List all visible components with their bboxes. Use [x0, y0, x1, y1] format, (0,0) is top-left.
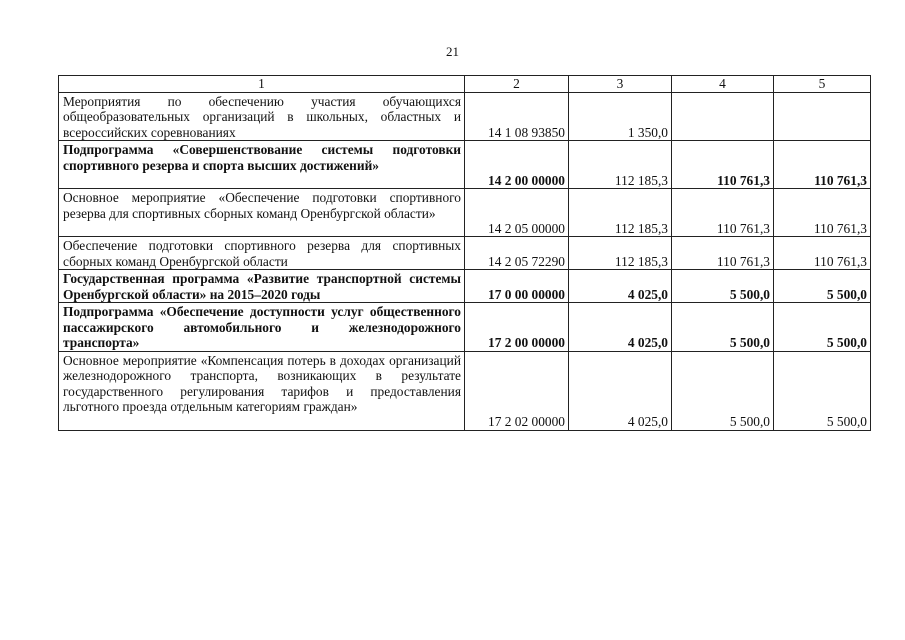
row-name: Подпрограмма «Совершенствование системы подготовки спортивного резерва и спорта высших достижений»	[59, 141, 465, 189]
row-name: Мероприятия по обеспечению участия обучающихся общеобразовательных организаций в школьных, областных и всероссийских соревнованиях	[59, 92, 465, 141]
row-code: 17 2 02 00000	[465, 351, 569, 430]
row-code: 14 2 05 00000	[465, 189, 569, 237]
row-value-col5: 5 500,0	[774, 303, 871, 352]
row-value-col3: 4 025,0	[569, 303, 672, 352]
table-row	[59, 189, 871, 237]
row-value-col5	[774, 92, 871, 141]
row-code: 17 2 00 00000	[465, 303, 569, 352]
row-value-col3: 112 185,3	[569, 141, 672, 189]
row-value-col5: 110 761,3	[774, 189, 871, 237]
row-value-col5: 110 761,3	[774, 141, 871, 189]
row-value-col3: 112 185,3	[569, 189, 672, 237]
table-row	[59, 141, 871, 189]
row-value-col5: 5 500,0	[774, 351, 871, 430]
row-value-col3: 4 025,0	[569, 270, 672, 303]
row-value-col4: 5 500,0	[672, 303, 774, 352]
row-value-col5: 5 500,0	[774, 270, 871, 303]
table-row	[59, 351, 871, 430]
row-name: Основное мероприятие «Компенсация потерь в доходах организаций железнодорожного транспорта, возникающих в результате государственного регулирования тарифов и предоставления льготного проезда отдельным категориям граждан»	[59, 351, 465, 430]
row-name: Обеспечение подготовки спортивного резерва для спортивных сборных команд Оренбургской области	[59, 237, 465, 270]
row-code: 14 1 08 93850	[465, 92, 569, 141]
table-row	[59, 92, 871, 141]
row-value-col4: 110 761,3	[672, 189, 774, 237]
table-row	[59, 270, 871, 303]
row-value-col4	[672, 92, 774, 141]
column-header: 1	[59, 76, 465, 93]
row-value-col3: 4 025,0	[569, 351, 672, 430]
table-row	[59, 237, 871, 270]
column-header: 5	[774, 76, 871, 93]
row-code: 14 2 05 72290	[465, 237, 569, 270]
column-header: 3	[569, 76, 672, 93]
row-value-col4: 5 500,0	[672, 270, 774, 303]
row-value-col3: 1 350,0	[569, 92, 672, 141]
page-number: 21	[446, 44, 459, 59]
budget-table	[58, 75, 871, 431]
column-header: 4	[672, 76, 774, 93]
row-value-col5: 110 761,3	[774, 237, 871, 270]
row-name: Государственная программа «Развитие транспортной системы Оренбургской области» на 2015–2020 годы	[59, 270, 465, 303]
row-value-col4: 110 761,3	[672, 141, 774, 189]
row-name: Подпрограмма «Обеспечение доступности услуг общественного пассажирского автомобильного и железнодорожного транспорта»	[59, 303, 465, 352]
table-header-row	[59, 76, 871, 93]
table-row	[59, 303, 871, 352]
column-header: 2	[465, 76, 569, 93]
row-value-col3: 112 185,3	[569, 237, 672, 270]
row-name: Основное мероприятие «Обеспечение подготовки спортивного резерва для спортивных сборных команд Оренбургской области»	[59, 189, 465, 237]
row-value-col4: 110 761,3	[672, 237, 774, 270]
row-code: 14 2 00 00000	[465, 141, 569, 189]
row-value-col4: 5 500,0	[672, 351, 774, 430]
row-code: 17 0 00 00000	[465, 270, 569, 303]
